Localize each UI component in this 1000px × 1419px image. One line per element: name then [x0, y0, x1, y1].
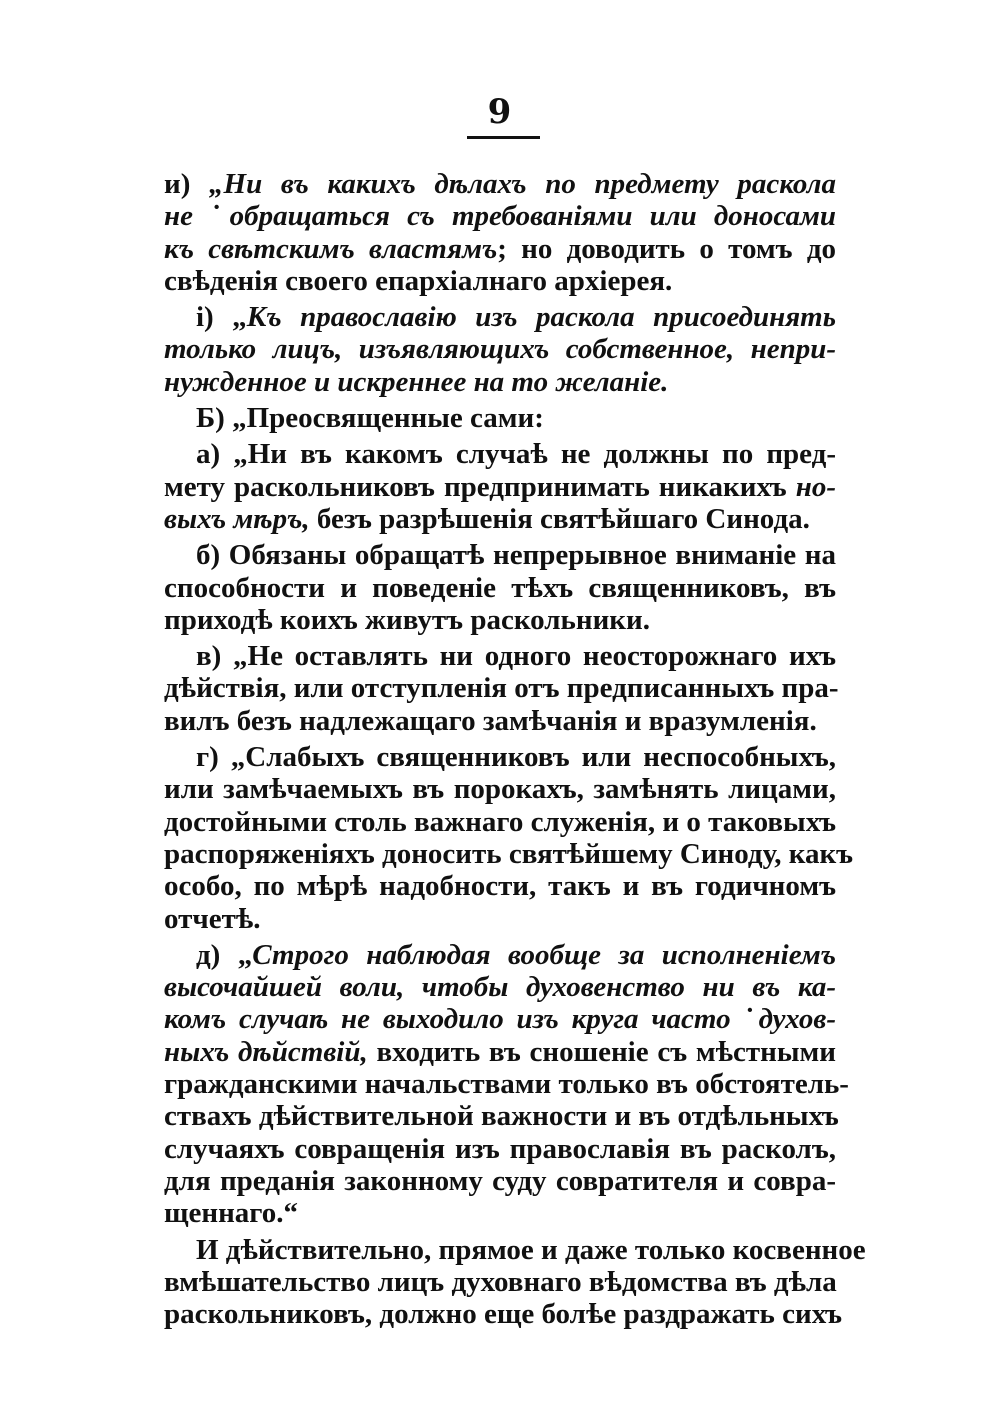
text-line	[164, 1100, 839, 1133]
text-line	[164, 503, 836, 535]
paragraph	[164, 1233, 866, 1331]
text-line	[164, 672, 839, 705]
text-line	[164, 366, 836, 398]
italic-text-segment: Строго наблюдая вообще за исполненіемъ	[252, 938, 837, 971]
text-segment: способности и поведеніе тѣхъ священниковъ, въ	[164, 571, 836, 604]
italic-text-segment: не ˙обращаться съ требованіями или доносами	[164, 200, 836, 233]
italic-text-segment: нужденное и искреннее на то желаніе.	[164, 365, 669, 398]
text-line	[164, 265, 836, 297]
text-segment: достойными столь важнаго служенія, и о таковыхъ	[164, 805, 836, 838]
text-segment: входить въ сношеніе съ мѣстными	[367, 1035, 836, 1068]
text-line	[164, 741, 836, 773]
text-segment: ствахъ дѣйствительной важности и въ отдѣльныхъ	[164, 1100, 839, 1133]
text-segment: особо, по мѣрѣ надобности, такъ и въ годичномъ	[164, 870, 836, 903]
paragraph	[164, 640, 839, 737]
text-line	[164, 1233, 866, 1266]
text-segment: дѣйствія, или отступленія отъ предписанныхъ пра-	[164, 672, 839, 705]
text-segment: б) Обязаны обращатѣ непрерывное вниманіе на	[196, 539, 836, 572]
paragraph	[164, 938, 849, 1230]
italic-text-segment: высочайшей воли, чтобы духовенство ни въ ка-	[164, 971, 836, 1004]
text-line	[164, 837, 854, 870]
text-line	[164, 200, 836, 232]
paragraph	[164, 402, 836, 434]
text-line	[164, 539, 836, 571]
italic-text-segment: Къ православію изъ раскола присоединять	[246, 301, 836, 334]
text-segment: д) „	[196, 938, 253, 971]
text-line	[164, 1133, 836, 1165]
paragraph	[164, 438, 836, 535]
text-segment: отчетѣ.	[164, 902, 261, 935]
italic-text-segment: „Ни въ какихъ дѣлахъ по предмету раскола	[209, 168, 836, 200]
text-line	[164, 333, 836, 365]
text-segment: вмѣшательство лицъ духовнаго вѣдомства въ дѣла	[164, 1265, 837, 1298]
italic-text-segment: только лицъ, изъявляющихъ собственное, непри-	[164, 333, 836, 366]
page-number: 9	[487, 92, 513, 132]
italic-text-segment: но-	[795, 470, 836, 503]
text-segment: г) „Слабыхъ священниковъ или неспособныхъ,	[196, 741, 836, 774]
text-segment: і) „	[196, 301, 247, 334]
text-segment: вилъ безъ надлежащаго замѣчанія и вразумленія.	[164, 704, 817, 737]
text-line	[164, 572, 836, 604]
paragraph	[164, 539, 836, 636]
text-segment: щеннаго.“	[164, 1197, 298, 1230]
italic-text-segment: къ свѣтскимъ властямъ	[164, 232, 498, 265]
text-segment: случаяхъ совращенія изъ православія въ расколъ,	[164, 1132, 836, 1165]
italic-text-segment: выхъ мѣръ,	[164, 502, 310, 535]
text-segment: безъ разрѣшенія святѣйшаго Синода.	[309, 502, 810, 535]
text-line	[164, 1266, 836, 1298]
text-line	[164, 233, 836, 265]
page-number-rule	[467, 136, 540, 139]
text-line	[164, 168, 836, 200]
text-line	[164, 1003, 836, 1035]
text-line	[164, 1298, 843, 1331]
paragraph	[164, 741, 854, 935]
text-line	[164, 773, 836, 805]
text-segment: мету раскольниковъ предпринимать никакихъ	[164, 470, 796, 503]
text-line	[164, 438, 836, 470]
text-line	[164, 903, 836, 935]
text-line	[164, 1197, 836, 1229]
text-segment: и)	[164, 168, 210, 200]
text-segment: свѣденія своего епархіалнаго архіерея.	[164, 264, 673, 297]
text-segment: гражданскими начальствами только въ обстоятель-	[164, 1068, 849, 1101]
text-line	[164, 1068, 849, 1101]
body-text	[164, 168, 866, 1331]
text-line	[164, 402, 836, 434]
text-line	[164, 604, 836, 636]
text-segment: Б) „Преосвященные сами:	[196, 402, 544, 435]
italic-text-segment: комъ случаѣ не выходило изъ круга часто ˙духов-	[164, 1003, 836, 1036]
paragraph	[164, 301, 836, 398]
text-line	[164, 939, 836, 971]
text-segment: а) „Ни въ какомъ случаѣ не должны по пред-	[196, 438, 836, 471]
text-segment: в) „Не оставлять ни одного неосторожнаго ихъ	[196, 640, 836, 673]
text-line	[164, 1036, 836, 1068]
text-segment: И дѣйствительно, прямое и даже только косвенное	[196, 1233, 866, 1266]
text-segment: для преданія законному суду совратителя и совра-	[164, 1164, 836, 1197]
text-segment: раскольниковъ, должно еще болѣе раздражать сихъ	[164, 1298, 843, 1331]
text-segment: приходѣ коихъ живутъ раскольники.	[164, 603, 650, 636]
italic-text-segment: ныхъ дѣйствій,	[164, 1035, 368, 1068]
text-segment: или замѣчаемыхъ въ порокахъ, замѣнять лицами,	[164, 773, 836, 806]
text-line	[164, 971, 836, 1003]
paragraph	[164, 168, 836, 297]
text-line	[164, 705, 836, 737]
text-line	[164, 1165, 836, 1197]
text-line	[164, 471, 836, 503]
text-line	[164, 806, 836, 838]
text-line	[164, 640, 836, 672]
text-segment: ; но доводить о томъ до	[497, 232, 836, 265]
text-line	[164, 870, 836, 902]
text-segment: распоряженіяхъ доносить святѣйшему Синоду, какъ	[164, 837, 854, 870]
text-line	[164, 301, 836, 333]
